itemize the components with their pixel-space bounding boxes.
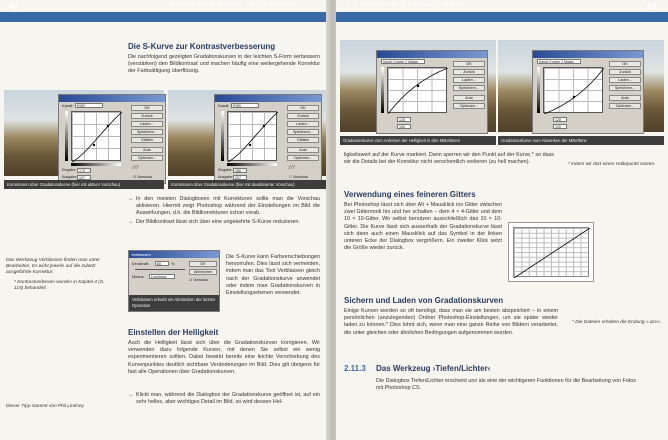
output-label: Ausgabe:	[62, 175, 78, 179]
sidenote: * Kontrastverbesen wurden in Kapitel 4 (S. 115) behandelt.	[14, 280, 105, 292]
bullet-preview: → In den meisten Dialogboxen mit Korrekturen sollte man die Vorschau aktivieren. Hiermit zeigt Photoshop während der Einstellungen im Bild die Auswirkungen, d.h. die Bildkorrekturen schon vorab.	[128, 196, 320, 217]
auto-button[interactable]: Auto	[287, 147, 319, 153]
bullet-click: → Klickt man, während die Dialogbox der Gradationskurve geöffnet ist, auf ein sehr helles, aber wichtiges Detail im Bild, so wird dessen Hel-	[128, 392, 320, 406]
options-button[interactable]: Optionen...	[609, 103, 641, 109]
dialog-titlebar	[215, 95, 321, 102]
dialog-titlebar	[59, 95, 165, 102]
input-field[interactable]: 128	[553, 117, 567, 122]
heading-brightness: Einstellen der Helligkeit	[128, 328, 219, 337]
curves-dialog	[532, 50, 644, 134]
save-button[interactable]: Speichern...	[287, 129, 319, 135]
input-label: Eingabe:	[62, 168, 77, 172]
load-button[interactable]: Laden...	[131, 121, 163, 127]
options-button[interactable]: Optionen...	[453, 103, 485, 109]
output-field[interactable]: 100	[553, 124, 567, 129]
figure-caption: Korrekturen über Gradationskurve (hier mit deaktivierter Vorschau)	[168, 180, 326, 189]
opacity-label: Deckkraft:	[132, 262, 150, 266]
fine-grid-graph[interactable]	[508, 222, 594, 282]
load-button[interactable]: Laden...	[609, 77, 641, 83]
auto-button[interactable]: Auto	[131, 147, 163, 153]
preview-checkbox[interactable]: ☑ Vorschau	[133, 175, 153, 179]
cancel-button[interactable]: Abbrechen	[189, 269, 217, 275]
heading-save-load: Sichern und Laden von Gradationskurven	[344, 296, 504, 305]
channel-select[interactable]: Kanal: Kurven 2 Maske	[537, 59, 581, 64]
eyedropper-icons[interactable]: ⁄ ⁄ ⁄	[289, 165, 295, 171]
section-number: 2.11.3	[344, 364, 366, 373]
dialog-titlebar	[377, 51, 487, 58]
output-gradient	[221, 111, 224, 161]
ok-button[interactable]: OK	[189, 261, 217, 267]
output-field[interactable]: 207	[233, 175, 247, 180]
input-label: Eingabe:	[218, 168, 233, 172]
auto-button[interactable]: Auto	[609, 95, 641, 101]
paragraph: Die Dialogbox Tiefen/Lichter erscheint uns als eine der wichtigeren Funktionen für die Bearbeitung von Fotos mit Photoshop CS.	[376, 378, 636, 392]
input-field[interactable]: 128	[397, 117, 411, 122]
dialog-titlebar	[533, 51, 643, 58]
sidenote: * indem wir dort einen Haltepunkt setzen.	[568, 162, 656, 167]
kanal-label: Kanal:	[62, 103, 74, 108]
eyedropper-icons[interactable]: ⁄ ⁄ ⁄	[133, 165, 139, 171]
output-gradient	[381, 67, 384, 113]
kanal-label: Kanal:	[218, 103, 230, 108]
paragraph: ligkeitswert auf der Kurve markiert. Dann sperren wir den Punkt auf der Kurve,* so dass wir die Details bei der Korrektur nicht verschentlich verlieren (zu hell machen).	[344, 152, 554, 166]
right-page	[336, 0, 668, 440]
ok-button[interactable]: OK	[453, 61, 485, 67]
cancel-button[interactable]: Zurück	[609, 69, 641, 75]
ok-button[interactable]: OK	[287, 105, 319, 111]
load-button[interactable]: Laden...	[453, 77, 485, 83]
figure-caption: Gradationskurve zum Anheben der Helligkeit in den Mitteltönen	[340, 136, 496, 145]
page-number: 49	[646, 1, 657, 11]
ok-button[interactable]: OK	[131, 105, 163, 111]
channel-select[interactable]: RGB	[75, 103, 103, 108]
save-button[interactable]: Speichern...	[453, 85, 485, 91]
bullet-reduce: → Der Bildkontrast lässt sich über eine ungekehrte S-Kurve reduzieren.	[128, 219, 300, 225]
channel-select[interactable]: Kanal: Kurven 2 Maske	[381, 59, 425, 64]
save-button[interactable]: Speichern...	[609, 85, 641, 91]
curves-dialog	[214, 94, 322, 184]
output-label: Ausgabe:	[218, 175, 234, 179]
curve-graph[interactable]	[71, 111, 121, 161]
curve-graph[interactable]	[513, 227, 589, 277]
page-number: 48	[8, 1, 19, 11]
arrow-icon: →	[128, 392, 134, 398]
chapter-title: 2 Digitale Dunkelkammer – die Grundlagen	[170, 1, 295, 8]
output-field[interactable]: 150	[397, 124, 411, 129]
output-field[interactable]: 197	[77, 175, 91, 180]
cancel-button[interactable]: Zurück	[287, 113, 319, 119]
options-button[interactable]: Optionen...	[131, 155, 163, 161]
paragraph: Die nachfolgend gezeigten Gradationskurven in der leichten S-Form verbessern (verstärken) den Bildkontrast und machen häufig eine weitergehende Korrektur der Farbsättigung überflüssig.	[128, 54, 320, 75]
input-field[interactable]: 186	[233, 168, 247, 173]
figure-caption: Verblassen erlaubt ein Abmindern der letzten Operation	[129, 295, 219, 311]
curves-dialog	[376, 50, 488, 134]
load-button[interactable]: Laden...	[287, 121, 319, 127]
arrow-icon: →	[128, 196, 134, 202]
header-bar	[0, 12, 326, 22]
save-button[interactable]: Speichern...	[131, 129, 163, 135]
header-bar	[336, 12, 668, 22]
mode-label: Modus:	[132, 275, 145, 279]
preview-checkbox[interactable]: ☐ Vorschau	[289, 175, 309, 179]
opacity-input[interactable]: 68	[155, 261, 169, 266]
heading-grid: Verwendung eines feineren Gitters	[344, 190, 476, 199]
sidenote: Das Werkzeug Verblassen finden man unter Bearbeiten. Es wirkt jeweils auf die zuletzt ausgeführte Korrektur.	[6, 258, 100, 276]
arrow-icon: →	[128, 219, 134, 225]
curve-graph[interactable]	[387, 67, 447, 113]
options-button[interactable]: Optionen...	[287, 155, 319, 161]
section-title: Das Werkzeug ›Tiefen/Lichter‹	[376, 364, 491, 373]
cancel-button[interactable]: Zurück	[453, 69, 485, 75]
fade-dialog-title: Verblassen	[129, 251, 219, 258]
paragraph: Bei Photoshop lässt sich über Alt + Mausklick ins Gitter zwischen zwei Gittermodi hin und her schalten – dem 4 × 4-Gitter und dem 10 × 10-Gitter. Wir selbst benutzen ausschließlich das 10 × 10-Gitter. Die Kurve lässt sich ausserhalb der Gradationskurve lässt sich dann auch einen Mausklick auf das Symbol in der linken unteren Ecke der Dialogbox vergrößern. Ein zweiter Klick setzt die Größe wieder zurück.	[344, 202, 502, 252]
curves-dialog	[58, 94, 166, 184]
fade-dialog	[128, 250, 220, 312]
heading-s-curve: Die S-Kurve zur Kontrastverbesserung	[128, 42, 276, 51]
input-field[interactable]: 170	[77, 168, 91, 173]
sidenote: Dieser Tipp stammt von Phil Lindsey.	[6, 404, 85, 409]
curve-graph[interactable]	[227, 111, 277, 161]
unit-label: %	[171, 262, 175, 266]
input-gradient	[71, 163, 121, 166]
ok-button[interactable]: OK	[609, 61, 641, 67]
mode-select[interactable]: Luminanz	[149, 274, 175, 279]
smooth-button[interactable]: Glätten	[287, 137, 319, 143]
figure-caption: Korrekturen über Gradationskurve (hier mit aktiver Vorschau)	[4, 180, 164, 189]
paragraph: Einige Kurven werden so oft benötigt, dass man sie am besten abspeichert – in einem persönlichen (anzulegenden) Ordner Photoshop-Einstellungen, um sie später wieder laden zu können.* Dies lohnt sich, wenn man eine ganze Reihe von Bildern verarbeitet, die unter gleichen oder ähnlichen Bedingungen aufgenommen wurden.	[344, 308, 558, 336]
smooth-button[interactable]: Glätten	[131, 137, 163, 143]
sidenote: * Die Dateien erhalten die Endung ».acv«.	[572, 320, 662, 325]
figure-caption: Gradationskurve zum Absenken der Mitteltöne	[498, 136, 664, 145]
curve-graph[interactable]	[543, 67, 603, 113]
cancel-button[interactable]: Zurück	[131, 113, 163, 119]
paragraph: Auch die Helligkeit lässt sich über die Gradationskurven korrigieren. Wir verwenden dazu folgende Kurven, mit denen Sie selbst ein wenig experimentieren sollten. Dabei bewirkt bereits eine leichte Verschiebung des Kurvenpunktes deutlich sichtbare Veränderungen im Bild. Dies gilt übrigens für fast alle Operationen über Gradationskurven.	[128, 340, 320, 375]
opacity-slider[interactable]	[135, 269, 185, 270]
left-page	[0, 0, 330, 440]
auto-button[interactable]: Auto	[453, 95, 485, 101]
channel-select[interactable]: RGB	[231, 103, 259, 108]
preview-checkbox[interactable]: ☑ Vorschau	[189, 278, 209, 282]
chapter-title: 2.11 Tonwertumfang, Kontrast, Helligkeit	[346, 1, 463, 8]
output-gradient	[537, 67, 540, 113]
paragraph: Die S-Kurve kann Farbverschiebungen hervorrufen. Dies lässt sich vermeiden, indem man das Tool Verblassen gleich nach der Gradationskurve anwendet oder indem man Gradationskurven in Einstellungsebenen verwendet.	[226, 254, 320, 297]
input-gradient	[227, 163, 277, 166]
output-gradient	[65, 111, 68, 161]
